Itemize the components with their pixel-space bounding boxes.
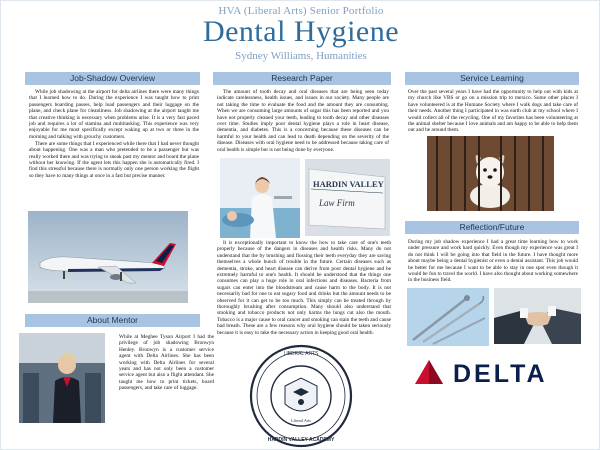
job-shadow-heading: Job-Shadow Overview bbox=[25, 72, 200, 85]
mentor-photo bbox=[19, 333, 105, 423]
airplane-photo bbox=[28, 211, 188, 303]
research-text-2: It is exceptionally important to know the how to take care of one's teeth properly because of the dangers in diseases and health risks. Many do not understand that the by brushing and flossing their teeth everyday they are saving themselves a whole bunch of trouble in the future. Certain diseases such as dementia, stroke, and heart disease can derive from poor dental hygiene and be extremely harmful to one's health. It should be understood that the things one consumes can play a huge role in oral infections and diseases. Bacteria from sugars can enter into the bloodstream and cause harm to the body. It is not necessarily bad for one to eat sugary food and drinks but the amount needs to be observed for it can get to be too much. This simply can be treated through by thoroughly brushing after consumption. Many should also understand that smoking and tobacco products not only harms the lungs cut also the mouth. Tobacco is a major cause to oral cancer and smoking can stain the teeth and cause bad breath. These are a few reasons why oral hygiene should be taken seriously because it is easy to take the necessary action in keeping good oral health. bbox=[217, 240, 391, 336]
shelter-dog-photo bbox=[427, 136, 554, 211]
sign-text-2: Law Firm bbox=[319, 198, 355, 208]
mentor-heading: About Mentor bbox=[25, 314, 200, 327]
job-shadow-paragraph-2: There are some things that I experienced while there that I had never thought about happening. One was a man who pretended to be a passenger but was really worked there and was trying to sneak past my mentor and board the plane without her knowing. If the agent lets this happen she is automatically fired. I find this stressful because there is normally only one person working the flight so they have to many things at once in a fast but precise manner. bbox=[29, 140, 199, 179]
job-shadow-text bbox=[29, 89, 199, 205]
page-title: Dental Hygiene bbox=[202, 15, 400, 48]
seal-center-text: Liberal Arts bbox=[290, 418, 312, 423]
dental-tools-photo bbox=[407, 288, 489, 346]
business-handshake-photo bbox=[494, 288, 581, 344]
seal-top-text: LIBERAL ARTS bbox=[283, 351, 319, 357]
reflection-heading: Reflection/Future bbox=[405, 221, 579, 234]
delta-logo bbox=[411, 353, 581, 391]
research-text-1: The amount of tooth decay and oral diseases that are being seen today indicate carelessness, health issues, and issues in our society. Many people are not taking the time to evaluate the food and the amount they are consuming. When we are consuming large amounts of sugar this has been reported and you have not properly cleaned your teeth, leading to tooth decay and other diseases over time. Studies imply poor dental hygiene plays a role in heart disease, dementia, and diabetes. This is a concerning because these diseases can be harmful to your health and can lead to death depending on the severity of the disease. Diseases with oral hygiene need to be addressed because taking care of oral health is simple but is not being done by everyone. bbox=[217, 89, 389, 153]
dentist-photo bbox=[220, 158, 300, 238]
research-heading: Research Paper bbox=[213, 72, 391, 85]
author-name: Sydney Williams, Humanities bbox=[235, 50, 367, 62]
service-heading: Service Learning bbox=[405, 72, 579, 85]
academy-seal bbox=[249, 344, 354, 448]
reflection-text: During my job shadow experience I had a great time learning how to work under pressure and work hard quickly. Even though my experience was great I do not think I will be going into that field in the future. I have thought more about maybe being a dental hygienist or even a dental assistant. This job would be better for me because I want to be able to stay in one spot even though it would be fun to travel the world. I have also thought about working somewhere in the business field. bbox=[408, 239, 578, 284]
mentor-text: While at Meghee Tyson Airport I had the privilege of job shadowing Bronwyn Henley. Bronwyn is a customer service agent with Delta Airlines. She has been working with Delta Airlines for several years and has not only been a customer service agent but also a flight attendant. She taught me how to print tickets, board passengers, and take care of luggage. bbox=[119, 334, 214, 392]
header-subtitle: HVA (Liberal Arts) Senior Portfolio bbox=[218, 5, 384, 17]
delta-wordmark: DELTA bbox=[453, 360, 548, 388]
research-paragraph-1 bbox=[217, 89, 389, 159]
seal-bottom-text: HARDIN VALLEY ACADEMY bbox=[267, 437, 335, 443]
sign-text-1: HARDIN VALLEY bbox=[313, 179, 384, 189]
service-text: Over the past several years I have had the opportunity to help out with kids at my church like VBS or go on a mission trip to mexico. Some other places I have volunteered is at the Humane Society where I walk dogs and take care of their needs. Another thing I participated in was earth club at my school where I would collect all of the recycling. One of my favorites has been volunteering at the animal shelter because I love animals and am happy to be able to help them out and be around them. bbox=[408, 89, 578, 134]
law-firm-sign-photo bbox=[305, 159, 390, 236]
job-shadow-paragraph-1: While job shadowing at the airport for delta airlines there were many things that I learned how to do. During the experience I was taught how to print passengers boarding passes, help load passengers and their luggage on the plane, and check plane for cleanliness. Job shadowing at the airport taught me that creative thinking is necessary when problems arise. It is a very fast paced job and requires a lot of stamina and multitasking. This experience was very enjoyable for me most specifically except waking up at two or three in the morning and talking with grouchy customers. bbox=[29, 89, 199, 140]
